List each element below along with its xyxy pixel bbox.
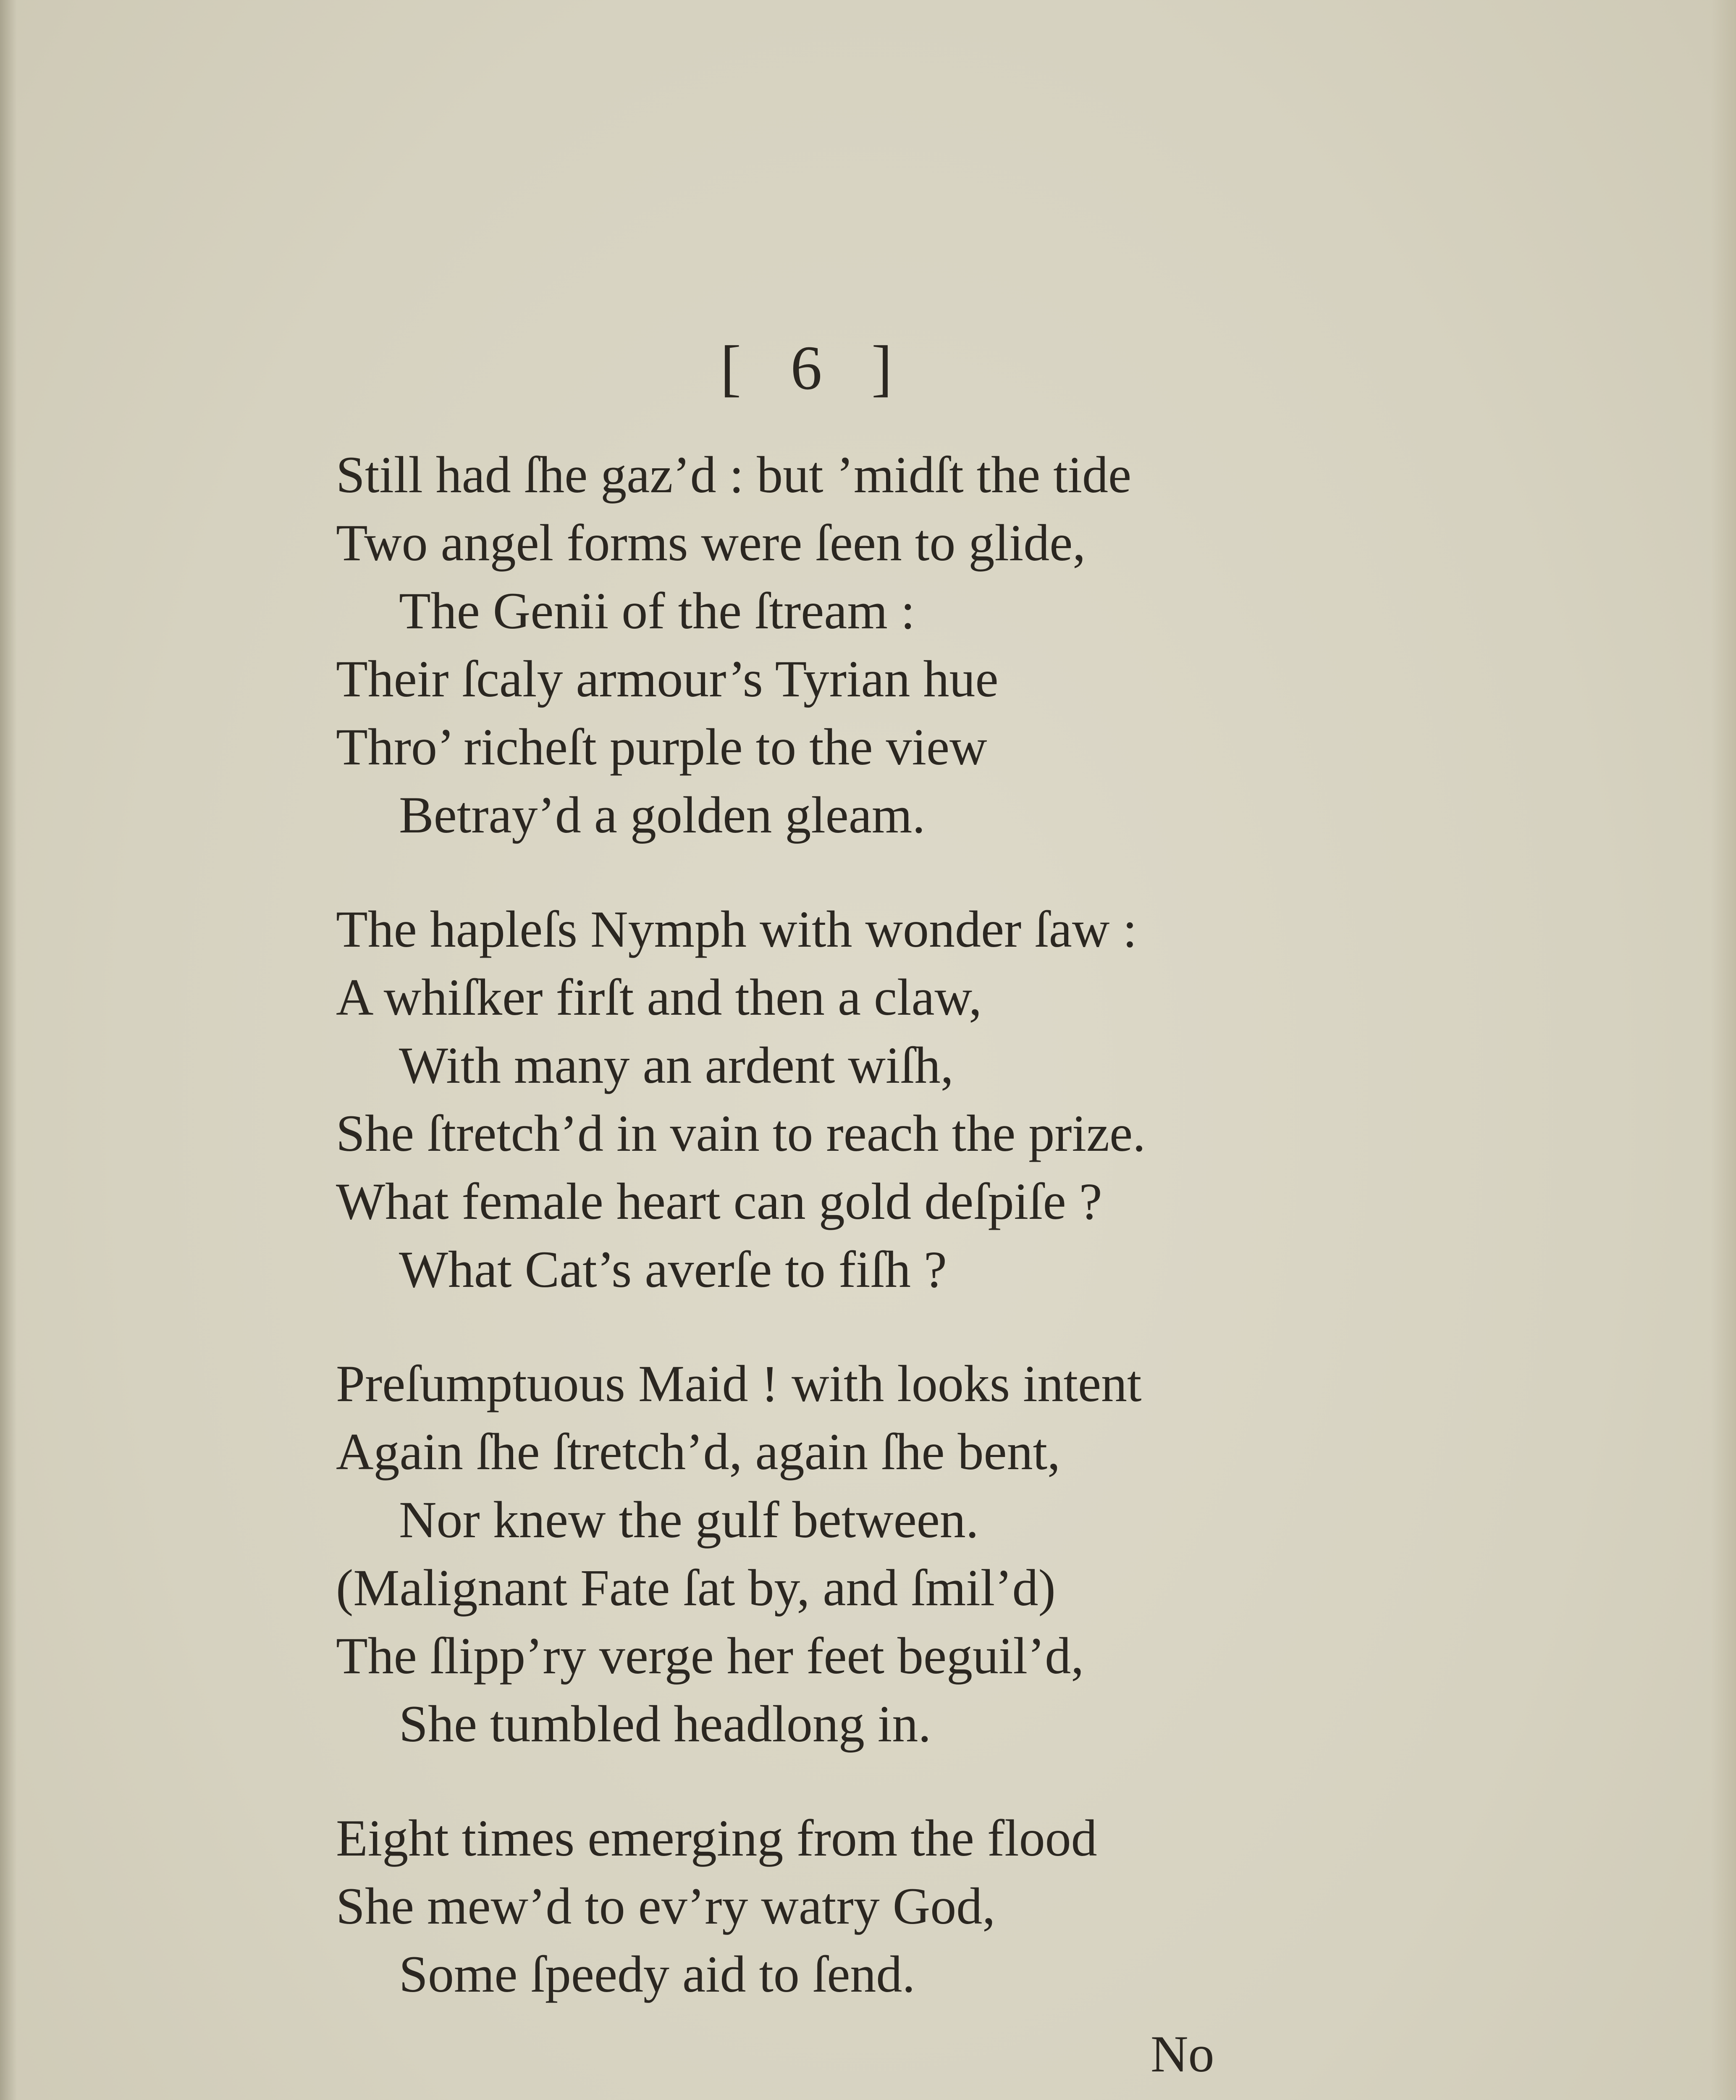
- poem-line: She ſtretch’d in vain to reach the prize.: [336, 1105, 1146, 1162]
- poem-line: Two angel forms were ſeen to glide,: [336, 514, 1086, 572]
- page-number: [ 6 ]: [720, 333, 909, 403]
- poem-line: She tumbled headlong in.: [399, 1695, 931, 1753]
- poem-line: Nor knew the gulf between.: [399, 1491, 979, 1549]
- stanza-1: [336, 441, 1344, 849]
- poem-line: Eight times emerging from the flood: [336, 1809, 1097, 1867]
- poem-line: The ſlipp’ry verge her feet beguil’d,: [336, 1627, 1084, 1685]
- poem-line: She mew’d to ev’ry watry God,: [336, 1877, 996, 1935]
- stanza-4: [336, 1804, 1344, 2008]
- poem-line: What Cat’s averſe to fiſh ?: [399, 1241, 947, 1298]
- stanza-2: [336, 895, 1344, 1304]
- poem-line: With many an ardent wiſh,: [399, 1037, 954, 1094]
- poem: [336, 441, 1344, 2055]
- stanza-3: [336, 1350, 1344, 1758]
- poem-line: A whiſker firſt and then a claw,: [336, 969, 982, 1026]
- poem-line: Betray’d a golden gleam.: [399, 786, 926, 844]
- poem-line: Again ſhe ſtretch’d, again ſhe bent,: [336, 1423, 1061, 1480]
- poem-line: Still had ſhe gaz’d : but ’midſt the tide: [336, 446, 1132, 504]
- poem-line: Thro’ richeſt purple to the view: [336, 718, 987, 776]
- poem-line: What female heart can gold deſpiſe ?: [336, 1173, 1102, 1230]
- catchword: No: [1151, 2025, 1214, 2083]
- poem-line: Their ſcaly armour’s Tyrian hue: [336, 650, 999, 708]
- poem-line: Preſumptuous Maid ! with looks intent: [336, 1355, 1142, 1412]
- poem-line: (Malignant Fate ſat by, and ſmil’d): [336, 1559, 1056, 1617]
- poem-line: The Genii of the ſtream :: [399, 582, 915, 640]
- poem-line: The hapleſs Nymph with wonder ſaw :: [336, 900, 1137, 958]
- poem-line: Some ſpeedy aid to ſend.: [399, 1945, 915, 2003]
